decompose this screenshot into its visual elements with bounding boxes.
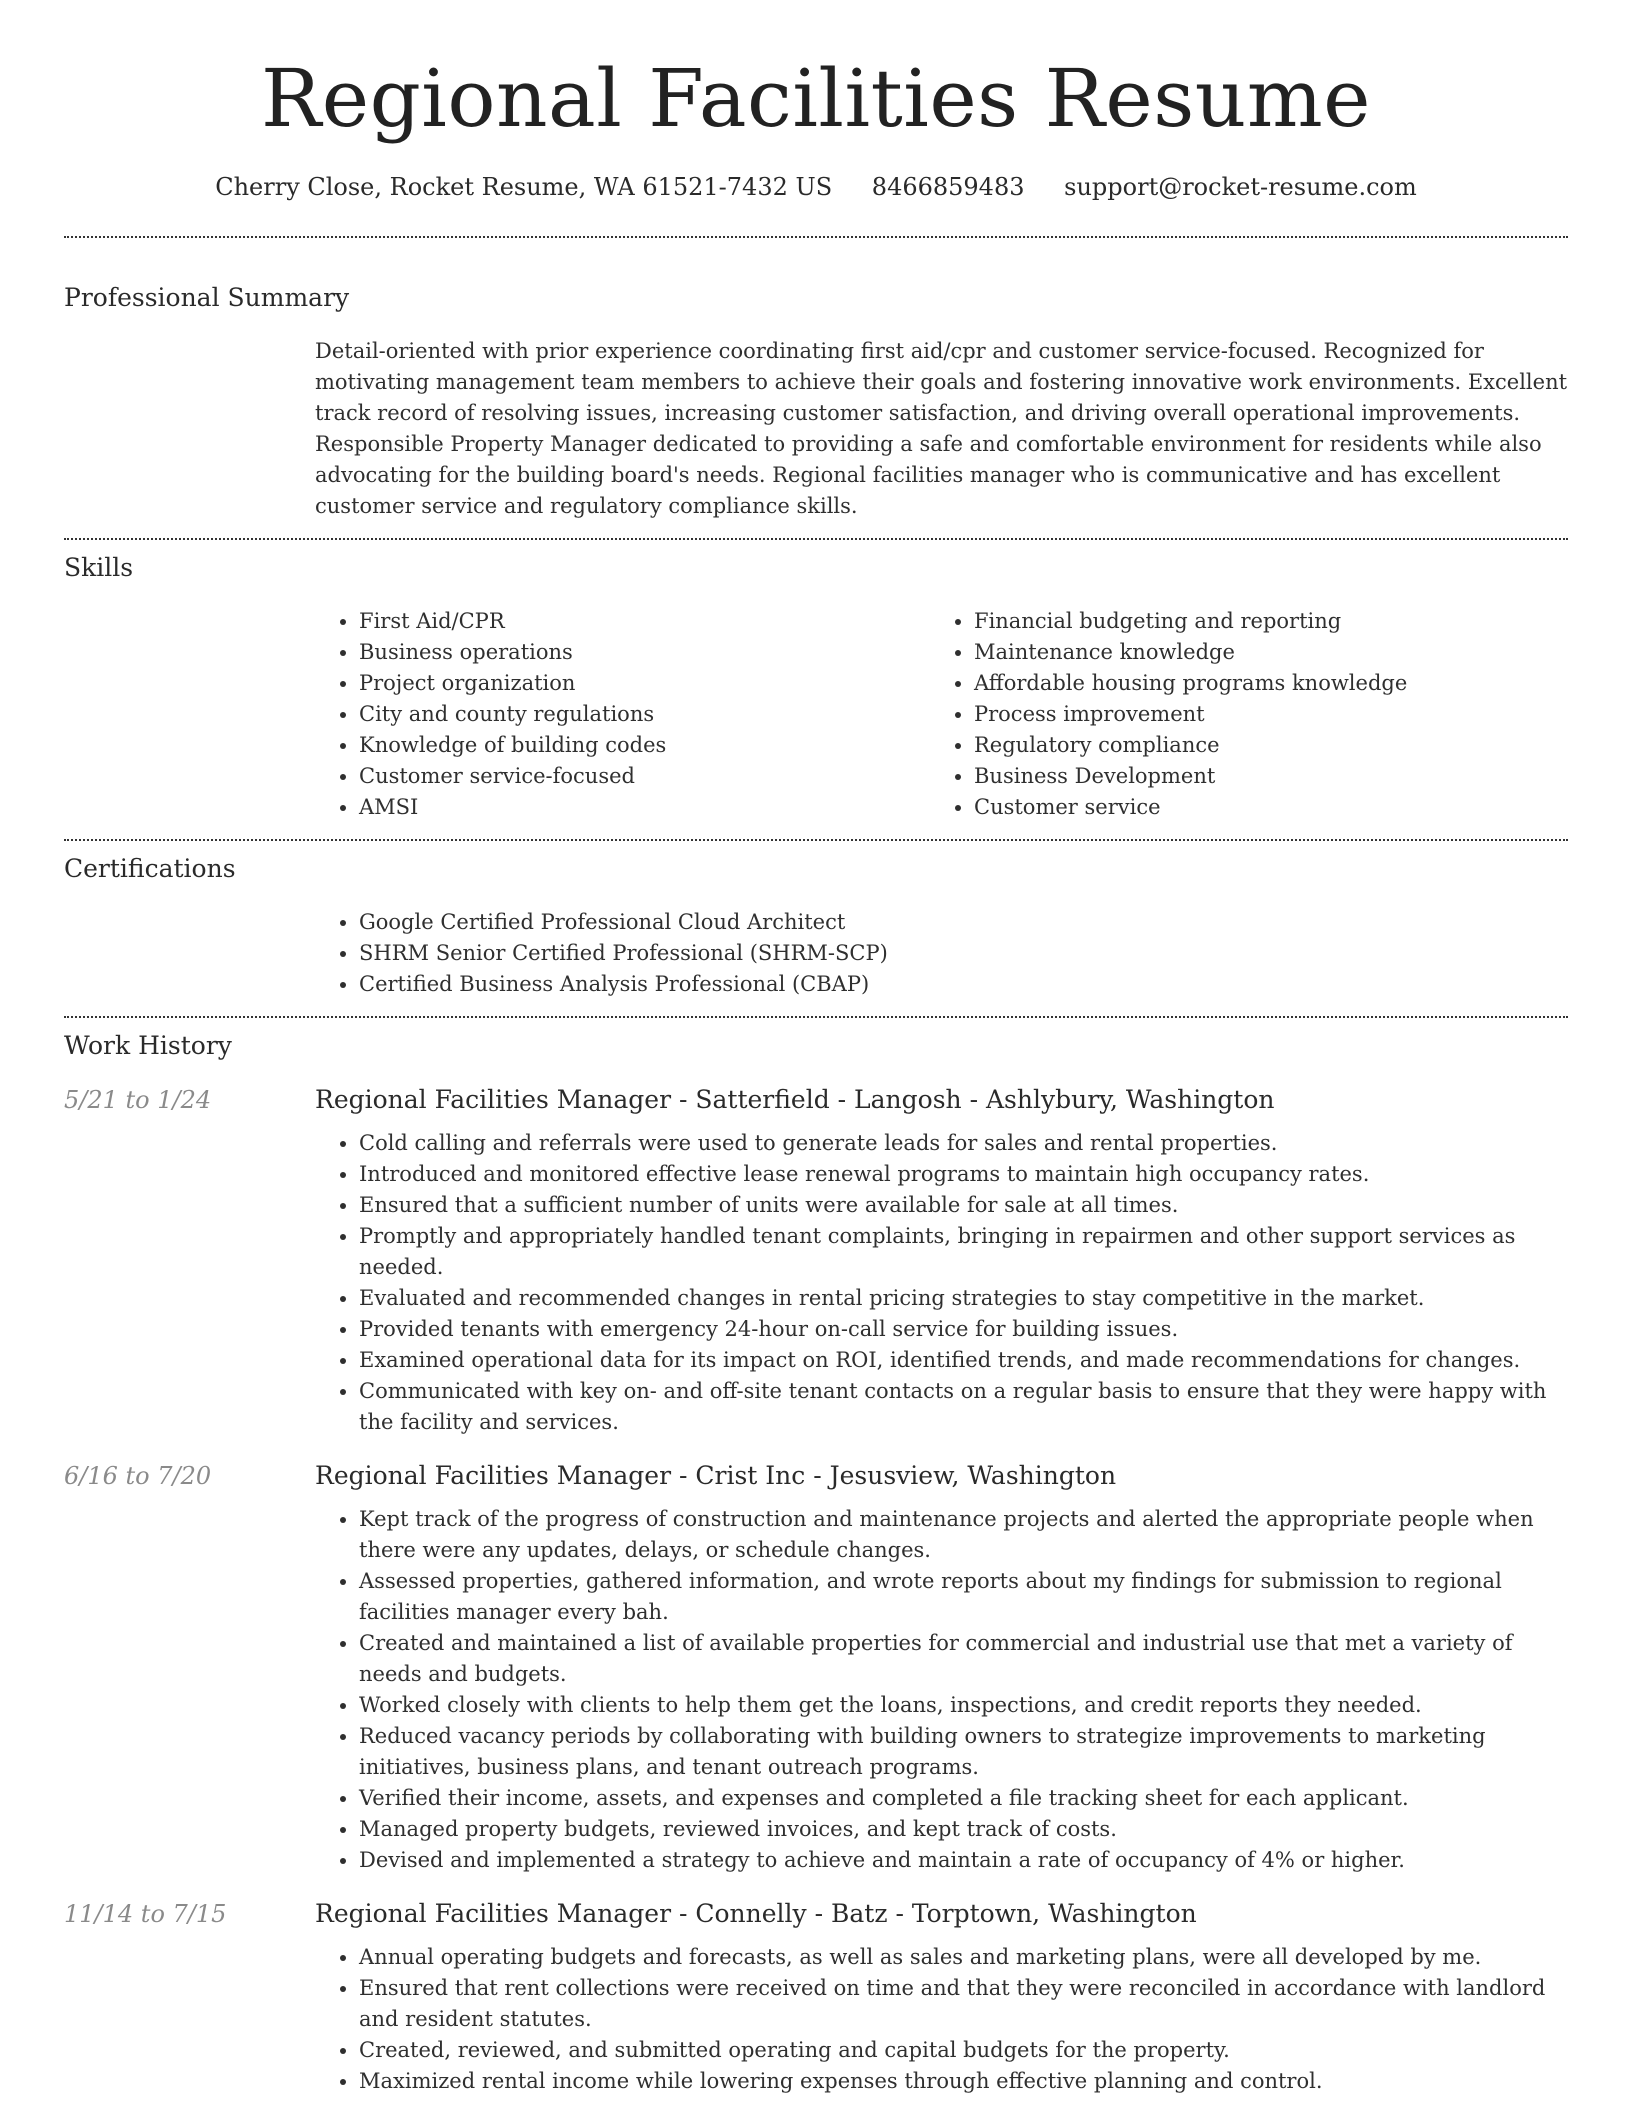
job-bullet: • Kept track of the progress of construction and maintenance projects and alerted the appropriate people when there were any updates, delays, or schedule changes. [359,1504,1568,1566]
job-bullet: • Evaluated and recommended changes in rental pricing strategies to stay competitive in the market. [359,1283,1568,1314]
resume-header [64,0,1568,202]
job-title: Regional Facilities Manager - Satterfield - Langosh - Ashlybury, Washington [315,1085,1275,1114]
job-bullet: • Verified their income, assets, and expenses and completed a file tracking sheet for each applicant. [359,1783,1568,1814]
section-title-summary: Professional Summary [64,283,350,312]
job-bullet: • Managed property budgets, reviewed invoices, and kept track of costs. [359,1814,1568,1845]
job-entry [64,1458,1568,1876]
job-bullet: • Devised and implemented a strategy to achieve and maintain a rate of occupancy of 4% or higher. [359,1845,1568,1876]
resume-title: Regional Facilities Resume [260,52,1372,145]
skill-item: • City and county regulations [359,699,930,730]
job-bullet: • Provided tenants with emergency 24-hour on-call service for building issues. [359,1314,1568,1345]
job-entry [64,1896,1568,2097]
job-header [64,1896,1568,1932]
work-history-section [64,1018,1568,2097]
job-bullet: • Annual operating budgets and forecasts, as well as sales and marketing plans, were all developed by me. [359,1942,1568,1973]
job-header [64,1458,1568,1494]
job-dates: 11/14 to 7/15 [64,1900,227,1928]
certifications-list [315,907,1568,1016]
job-bullet: • Worked closely with clients to help them get the loans, inspections, and credit reports they needed. [359,1690,1568,1721]
job-bullets [315,1128,1568,1438]
job-bullet: • Introduced and monitored effective lease renewal programs to maintain high occupancy rates. [359,1159,1568,1190]
skill-item: • Project organization [359,668,930,699]
certification-item: • Google Certified Professional Cloud Architect [359,907,1568,938]
certification-item: • SHRM Senior Certified Professional (SHRM-SCP) [359,938,1568,969]
job-bullet: • Communicated with key on- and off-site tenant contacts on a regular basis to ensure that they were happy with the facility and services. [359,1376,1568,1438]
job-bullets [315,1504,1568,1876]
professional-summary-section [64,238,1568,538]
job-bullet: • Created, reviewed, and submitted operating and capital budgets for the property. [359,2035,1568,2066]
section-title-work-history: Work History [64,1031,232,1060]
job-bullet: • Assessed properties, gathered information, and wrote reports about my findings for submission to regional facilities manager every bah. [359,1566,1568,1628]
skills-column-right [930,606,1545,823]
contact-email: support@rocket-resume.com [1064,173,1417,201]
contact-address: Cherry Close, Rocket Resume, WA 61521-7432 US [215,173,833,201]
skill-item: • Financial budgeting and reporting [974,606,1545,637]
skill-item: • Business Development [974,761,1545,792]
job-dates: 5/21 to 1/24 [64,1086,212,1114]
skill-item: • Business operations [359,637,930,668]
skill-item: • Process improvement [974,699,1545,730]
job-header [64,1082,1568,1118]
skills-grid [315,606,1568,839]
skill-item: • Knowledge of building codes [359,730,930,761]
contact-line [64,172,1568,202]
job-bullet: • Ensured that a sufficient number of units were available for sale at all times. [359,1190,1568,1221]
job-title: Regional Facilities Manager - Connelly - Batz - Torptown, Washington [315,1899,1197,1928]
job-bullet: • Reduced vacancy periods by collaborating with building owners to strategize improvements to marketing initiatives, business plans, and tenant outreach programs. [359,1721,1568,1783]
job-bullets [315,1942,1568,2097]
skill-item: • Affordable housing programs knowledge [974,668,1545,699]
summary-text: Detail-oriented with prior experience coordinating first aid/cpr and customer service-focused. Recognized for motivating management team members to achieve their goals and fostering innovative work environments. Excellent track record of resolving issues, increasing customer satisfaction, and driving overall operational improvements. Responsible Property Manager dedicated to providing a safe and comfortable environment for residents while also advocating for the building board's needs. Regional facilities manager who is communicative and has excellent customer service and regulatory compliance skills. [315,339,1568,518]
skill-item: • Customer service-focused [359,761,930,792]
section-title-skills: Skills [64,553,134,582]
skill-item: • AMSI [359,792,930,823]
skill-item: • Maintenance knowledge [974,637,1545,668]
skill-item: • Customer service [974,792,1545,823]
skill-item: • Regulatory compliance [974,730,1545,761]
job-dates: 6/16 to 7/20 [64,1462,212,1490]
certifications-section [64,841,1568,1016]
certification-item: • Certified Business Analysis Professional (CBAP) [359,969,1568,1000]
job-bullet: • Created and maintained a list of available properties for commercial and industrial use that met a variety of needs and budgets. [359,1628,1568,1690]
job-bullet: • Examined operational data for its impact on ROI, identified trends, and made recommendations for changes. [359,1345,1568,1376]
skills-column-left [315,606,930,823]
job-bullet: • Promptly and appropriately handled tenant complaints, bringing in repairmen and other support services as needed. [359,1221,1568,1283]
job-bullet: • Ensured that rent collections were received on time and that they were reconciled in accordance with landlord and resident statutes. [359,1973,1568,2035]
job-entry [64,1082,1568,1438]
skills-section [64,540,1568,839]
section-title-certifications: Certifications [64,854,236,883]
skill-item: • First Aid/CPR [359,606,930,637]
resume-page [64,0,1568,2097]
job-bullet: • Maximized rental income while lowering expenses through effective planning and control. [359,2066,1568,2097]
job-bullet: • Cold calling and referrals were used to generate leads for sales and rental properties. [359,1128,1568,1159]
contact-phone: 8466859483 [871,173,1025,201]
job-title: Regional Facilities Manager - Crist Inc - Jesusview, Washington [315,1461,1117,1490]
